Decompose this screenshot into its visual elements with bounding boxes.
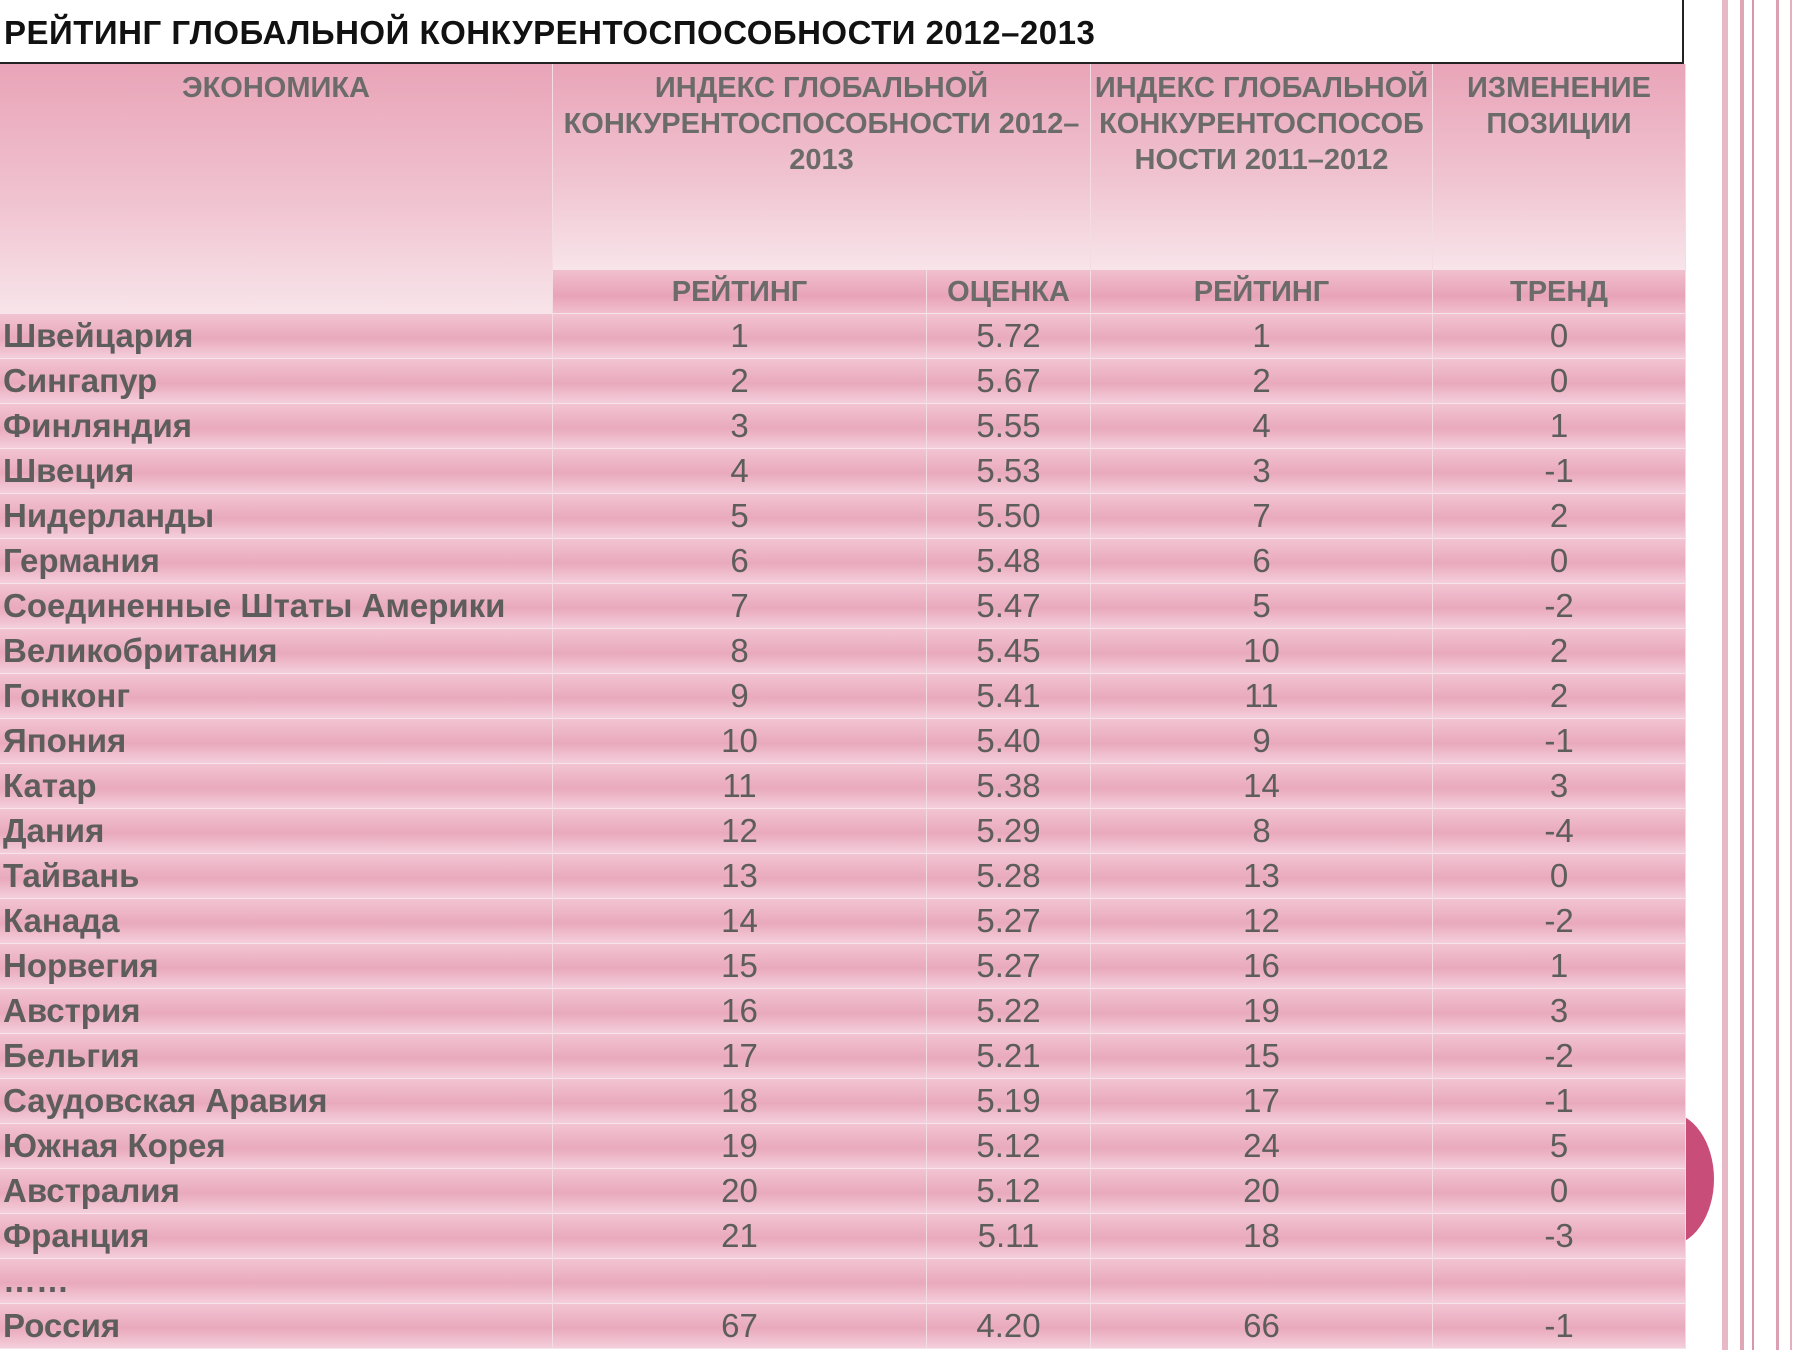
country-name: Великобритания xyxy=(0,629,553,674)
country-name: Саудовская Аравия xyxy=(0,1079,553,1124)
score-2012: 4.20 xyxy=(927,1304,1091,1349)
rank-2011: 17 xyxy=(1091,1079,1433,1124)
score-2012: 5.28 xyxy=(927,854,1091,899)
ranking-table xyxy=(0,64,1686,1350)
rank-2011: 3 xyxy=(1091,449,1433,494)
trend-value: 0 xyxy=(1433,539,1686,584)
rank-2012: 1 xyxy=(553,314,927,359)
country-name: Соединенные Штаты Америки xyxy=(0,584,553,629)
rank-2011: 1 xyxy=(1091,314,1433,359)
trend-value: -1 xyxy=(1433,719,1686,764)
country-name: Россия xyxy=(0,1304,553,1349)
rank-2012: 21 xyxy=(553,1214,927,1259)
score-2012: 5.12 xyxy=(927,1169,1091,1214)
decor-stripe xyxy=(1740,0,1744,1350)
country-name: Нидерланды xyxy=(0,494,553,539)
rank-2012: 12 xyxy=(553,809,927,854)
trend-value: -3 xyxy=(1433,1214,1686,1259)
trend-value: 0 xyxy=(1433,1169,1686,1214)
country-name: Германия xyxy=(0,539,553,584)
trend-value: -1 xyxy=(1433,1079,1686,1124)
score-2012 xyxy=(927,1259,1091,1304)
subheader-score: ОЦЕНКА xyxy=(927,270,1091,314)
rank-2011: 19 xyxy=(1091,989,1433,1034)
trend-value: 0 xyxy=(1433,854,1686,899)
rank-2012: 8 xyxy=(553,629,927,674)
header-index-2012: ИНДЕКС ГЛОБАЛЬНОЙ КОНКУРЕНТОСПОСОБНОСТИ 2012–2013 xyxy=(553,64,1091,270)
trend-value: 1 xyxy=(1433,944,1686,989)
score-2012: 5.67 xyxy=(927,359,1091,404)
title-box xyxy=(0,0,1684,64)
rank-2011 xyxy=(1091,1259,1433,1304)
trend-value: -1 xyxy=(1433,449,1686,494)
trend-value: 5 xyxy=(1433,1124,1686,1169)
rank-2012: 16 xyxy=(553,989,927,1034)
country-name: Сингапур xyxy=(0,359,553,404)
trend-value: -2 xyxy=(1433,1034,1686,1079)
rank-2011: 20 xyxy=(1091,1169,1433,1214)
rank-2012: 20 xyxy=(553,1169,927,1214)
score-2012: 5.45 xyxy=(927,629,1091,674)
decor-stripe xyxy=(1776,0,1779,1350)
rank-2011: 2 xyxy=(1091,359,1433,404)
score-2012: 5.29 xyxy=(927,809,1091,854)
score-2012: 5.38 xyxy=(927,764,1091,809)
country-name: Тайвань xyxy=(0,854,553,899)
score-2012: 5.47 xyxy=(927,584,1091,629)
subheader-trend: ТРЕНД xyxy=(1433,270,1686,314)
rank-2011: 13 xyxy=(1091,854,1433,899)
country-name: Канада xyxy=(0,899,553,944)
trend-value: 3 xyxy=(1433,989,1686,1034)
country-name: Франция xyxy=(0,1214,553,1259)
score-2012: 5.41 xyxy=(927,674,1091,719)
country-name: Катар xyxy=(0,764,553,809)
country-name: Швеция xyxy=(0,449,553,494)
rank-2012: 17 xyxy=(553,1034,927,1079)
score-2012: 5.27 xyxy=(927,944,1091,989)
rank-2011: 6 xyxy=(1091,539,1433,584)
decor-stripe xyxy=(1752,0,1754,1350)
header-index-2011: ИНДЕКС ГЛОБАЛЬНОЙ КОНКУРЕНТОСПОСОБ НОСТИ 2011–2012 xyxy=(1091,64,1433,270)
trend-value: 2 xyxy=(1433,629,1686,674)
rank-2012: 5 xyxy=(553,494,927,539)
rank-2011: 9 xyxy=(1091,719,1433,764)
country-name: Австралия xyxy=(0,1169,553,1214)
rank-2012: 6 xyxy=(553,539,927,584)
rank-2011: 4 xyxy=(1091,404,1433,449)
trend-value: -4 xyxy=(1433,809,1686,854)
country-name: Австрия xyxy=(0,989,553,1034)
rank-2011: 10 xyxy=(1091,629,1433,674)
trend-value: 2 xyxy=(1433,494,1686,539)
trend-value: 1 xyxy=(1433,404,1686,449)
rank-2012: 19 xyxy=(553,1124,927,1169)
score-2012: 5.55 xyxy=(927,404,1091,449)
decor-stripe xyxy=(1722,0,1728,1350)
score-2012: 5.40 xyxy=(927,719,1091,764)
country-name: Норвегия xyxy=(0,944,553,989)
country-name: …… xyxy=(0,1259,553,1304)
score-2012: 5.19 xyxy=(927,1079,1091,1124)
rank-2012: 3 xyxy=(553,404,927,449)
rank-2012: 4 xyxy=(553,449,927,494)
rank-2012: 13 xyxy=(553,854,927,899)
rank-2012: 14 xyxy=(553,899,927,944)
rank-2012: 15 xyxy=(553,944,927,989)
trend-value: 0 xyxy=(1433,314,1686,359)
trend-value: -1 xyxy=(1433,1304,1686,1349)
rank-2011: 16 xyxy=(1091,944,1433,989)
score-2012: 5.21 xyxy=(927,1034,1091,1079)
page-title: РЕЙТИНГ ГЛОБАЛЬНОЙ КОНКУРЕНТОСПОСОБНОСТИ 2012–2013 xyxy=(4,14,1096,51)
rank-2012: 7 xyxy=(553,584,927,629)
rank-2011: 18 xyxy=(1091,1214,1433,1259)
rank-2012: 9 xyxy=(553,674,927,719)
score-2012: 5.11 xyxy=(927,1214,1091,1259)
header-economy: ЭКОНОМИКА xyxy=(0,64,553,314)
rank-2011: 5 xyxy=(1091,584,1433,629)
score-2012: 5.12 xyxy=(927,1124,1091,1169)
score-2012: 5.48 xyxy=(927,539,1091,584)
rank-2011: 12 xyxy=(1091,899,1433,944)
rank-2012: 18 xyxy=(553,1079,927,1124)
trend-value: 2 xyxy=(1433,674,1686,719)
country-name: Финляндия xyxy=(0,404,553,449)
rank-2011: 11 xyxy=(1091,674,1433,719)
rank-2011: 24 xyxy=(1091,1124,1433,1169)
rank-2012: 10 xyxy=(553,719,927,764)
rank-2011: 15 xyxy=(1091,1034,1433,1079)
subheader-rank: РЕЙТИНГ xyxy=(553,270,927,314)
rank-2011: 14 xyxy=(1091,764,1433,809)
country-name: Гонконг xyxy=(0,674,553,719)
country-name: Швейцария xyxy=(0,314,553,359)
trend-value: 0 xyxy=(1433,359,1686,404)
country-name: Дания xyxy=(0,809,553,854)
subheader-rank-prev: РЕЙТИНГ xyxy=(1091,270,1433,314)
trend-value: -2 xyxy=(1433,899,1686,944)
rank-2011: 8 xyxy=(1091,809,1433,854)
rank-2011: 7 xyxy=(1091,494,1433,539)
country-name: Южная Корея xyxy=(0,1124,553,1169)
trend-value: -2 xyxy=(1433,584,1686,629)
decor-stripe xyxy=(1790,0,1792,1350)
score-2012: 5.50 xyxy=(927,494,1091,539)
rank-2012: 2 xyxy=(553,359,927,404)
rank-2012: 67 xyxy=(553,1304,927,1349)
score-2012: 5.22 xyxy=(927,989,1091,1034)
trend-value: 3 xyxy=(1433,764,1686,809)
rank-2012 xyxy=(553,1259,927,1304)
rank-2012: 11 xyxy=(553,764,927,809)
rank-2011: 66 xyxy=(1091,1304,1433,1349)
country-name: Бельгия xyxy=(0,1034,553,1079)
country-name: Япония xyxy=(0,719,553,764)
score-2012: 5.27 xyxy=(927,899,1091,944)
score-2012: 5.72 xyxy=(927,314,1091,359)
header-change: ИЗМЕНЕНИЕ ПОЗИЦИИ xyxy=(1433,64,1686,270)
score-2012: 5.53 xyxy=(927,449,1091,494)
trend-value xyxy=(1433,1259,1686,1304)
